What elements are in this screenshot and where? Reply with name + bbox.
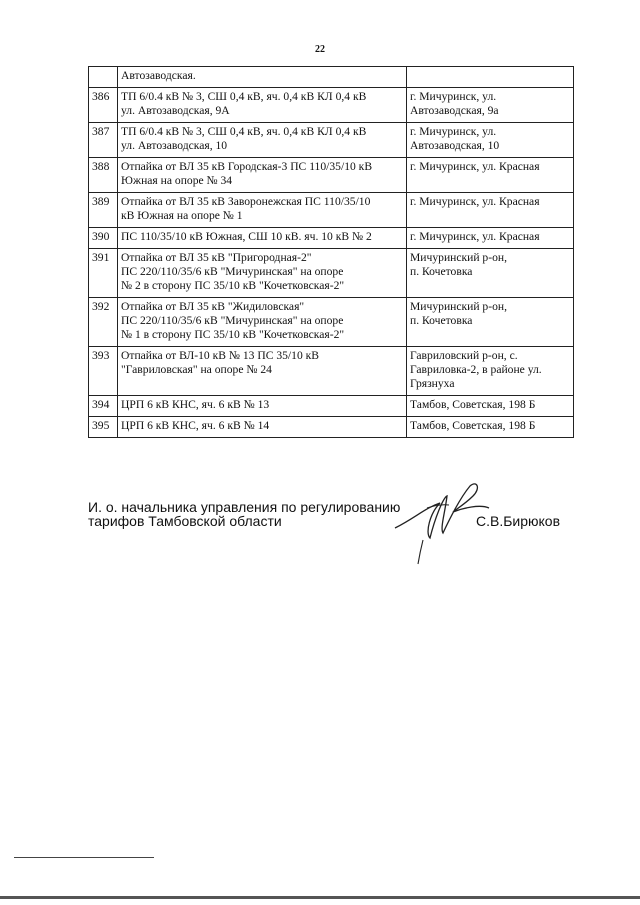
table-row [89, 396, 574, 417]
row-number: 386 [92, 90, 110, 103]
row-location: Тамбов, Советская, 198 Б [410, 398, 536, 411]
table-row [89, 228, 574, 249]
signer-name: С.В.Бирюков [476, 513, 561, 529]
row-object: ПС 110/35/10 кВ Южная, СШ 10 кВ. яч. 10 кВ № 2 [121, 230, 372, 243]
row-number-cell [89, 123, 118, 158]
row-location-cell [407, 249, 574, 298]
row-location-cell [407, 158, 574, 193]
row-location-cell [407, 417, 574, 438]
row-object: Отпайка от ВЛ 35 кВ "Пригородная-2" ПС 220/110/35/6 кВ "Мичуринская" на опоре № 2 в сторону ПС 35/10 кВ "Кочетковская-2" [121, 251, 345, 292]
row-location-cell [407, 298, 574, 347]
row-object-cell [118, 193, 407, 228]
table-row [89, 249, 574, 298]
row-object-cell [118, 347, 407, 396]
row-number-cell [89, 228, 118, 249]
tariff-objects-table [88, 66, 574, 438]
signer-position [88, 500, 400, 528]
table-row [89, 67, 574, 88]
row-location: г. Мичуринск, ул. Красная [410, 195, 540, 208]
row-object-cell [118, 249, 407, 298]
row-number-cell [89, 417, 118, 438]
row-number: 388 [92, 160, 110, 173]
row-location-cell [407, 123, 574, 158]
row-object: Автозаводская. [121, 69, 196, 82]
row-number-cell [89, 396, 118, 417]
row-object: Отпайка от ВЛ 35 кВ Заворонежская ПС 110/35/10 кВ Южная на опоре № 1 [121, 195, 371, 222]
row-object-cell [118, 228, 407, 249]
table-row [89, 88, 574, 123]
row-number-cell [89, 347, 118, 396]
row-object-cell [118, 123, 407, 158]
row-location-cell [407, 67, 574, 88]
row-location-cell [407, 193, 574, 228]
row-location: Гавриловский р-он, с. Гавриловка-2, в районе ул. Грязнуха [410, 349, 542, 390]
row-location-cell [407, 396, 574, 417]
row-number: 390 [92, 230, 110, 243]
row-object-cell [118, 158, 407, 193]
table-row [89, 193, 574, 228]
row-location-cell [407, 228, 574, 249]
page-number: 22 [315, 44, 325, 55]
table-row [89, 123, 574, 158]
row-number: 387 [92, 125, 110, 138]
row-location: Мичуринский р-он, п. Кочетовка [410, 251, 507, 278]
row-object-cell [118, 298, 407, 347]
row-location: г. Мичуринск, ул. Автозаводская, 10 [410, 125, 500, 152]
row-object-cell [118, 417, 407, 438]
row-location-cell [407, 347, 574, 396]
row-object: ТП 6/0.4 кВ № 3, СШ 0,4 кВ, яч. 0,4 кВ КЛ 0,4 кВ ул. Автозаводская, 10 [121, 125, 367, 152]
row-object: ТП 6/0.4 кВ № 3, СШ 0,4 кВ, яч. 0,4 кВ КЛ 0,4 кВ ул. Автозаводская, 9А [121, 90, 367, 117]
row-location: Тамбов, Советская, 198 Б [410, 419, 536, 432]
row-object: ЦРП 6 кВ КНС, яч. 6 кВ № 13 [121, 398, 270, 411]
row-number-cell [89, 67, 118, 88]
table-row [89, 347, 574, 396]
row-number: 395 [92, 419, 110, 432]
row-object-cell [118, 396, 407, 417]
row-number: 392 [92, 300, 110, 313]
row-object: ЦРП 6 кВ КНС, яч. 6 кВ № 14 [121, 419, 270, 432]
row-number: 391 [92, 251, 110, 264]
signer-position-line-2: тарифов Тамбовской области [88, 513, 282, 529]
table-row [89, 298, 574, 347]
row-number-cell [89, 298, 118, 347]
row-number-cell [89, 193, 118, 228]
row-object-cell [118, 67, 407, 88]
row-location: Мичуринский р-он, п. Кочетовка [410, 300, 507, 327]
table-row [89, 417, 574, 438]
row-object-cell [118, 88, 407, 123]
table-row [89, 158, 574, 193]
signer-position-line-1: И. о. начальника управления по регулированию [88, 499, 401, 515]
row-location: г. Мичуринск, ул. Красная [410, 160, 540, 173]
row-number: 393 [92, 349, 110, 362]
row-object: Отпайка от ВЛ 35 кВ "Жидиловская" ПС 220/110/35/6 кВ "Мичуринская" на опоре № 1 в сторону ПС 35/10 кВ "Кочетковская-2" [121, 300, 345, 341]
row-location: г. Мичуринск, ул. Автозаводская, 9а [410, 90, 499, 117]
row-number: 389 [92, 195, 110, 208]
row-object: Отпайка от ВЛ 35 кВ Городская-3 ПС 110/35/10 кВ Южная на опоре № 34 [121, 160, 373, 187]
footnote-divider [14, 857, 154, 858]
row-number: 394 [92, 398, 110, 411]
row-object: Отпайка от ВЛ-10 кВ № 13 ПС 35/10 кВ "Гавриловская" на опоре № 24 [121, 349, 320, 376]
scan-edge [0, 896, 640, 899]
row-number-cell [89, 249, 118, 298]
row-location-cell [407, 88, 574, 123]
row-location: г. Мичуринск, ул. Красная [410, 230, 540, 243]
row-number-cell [89, 158, 118, 193]
row-number-cell [89, 88, 118, 123]
